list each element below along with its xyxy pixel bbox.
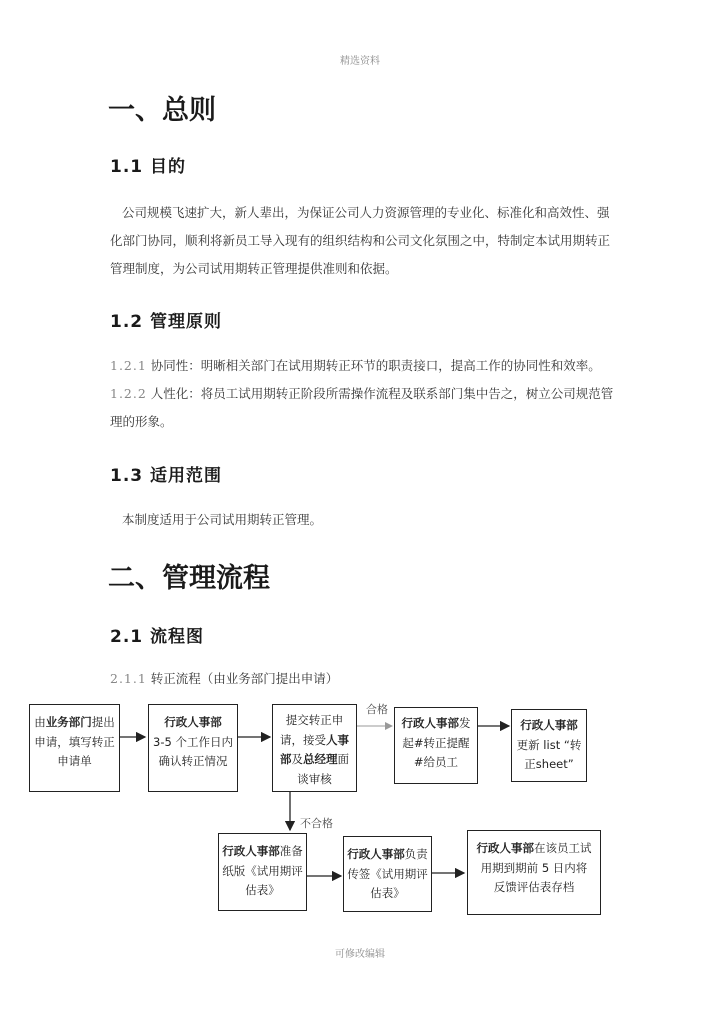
b3-bold1: 人事部	[280, 732, 349, 766]
b8-post: 在该员工试用期到期前 5 日内将反馈评估表存档	[480, 841, 592, 894]
b7-bold: 行政人事部	[347, 847, 405, 861]
b6-bold: 行政人事部	[222, 844, 280, 858]
b5-bold: 行政人事部	[520, 718, 578, 732]
principle-2-number: 1.2.2	[110, 386, 147, 401]
b2-post: 3-5 个工作日内确认转正情况	[153, 734, 233, 768]
b5-post: 更新 list “转正sheet”	[516, 737, 582, 771]
page-header: 精选资料	[340, 56, 380, 67]
flow-box-hr-update	[511, 709, 587, 782]
b7-post: 负责传签《试用期评估表》	[347, 847, 428, 900]
label-pass: 合格	[366, 703, 388, 716]
principle-2-text: 人性化：将员工试用期转正阶段所需操作流程及联系部门集中告之，树立公司规范管理的形象。	[110, 386, 614, 429]
flow-subtitle-text: 转正流程（由业务部门提出申请）	[150, 671, 339, 686]
b3-bold2: 总经理	[303, 752, 338, 766]
flow-box-hr-sign	[343, 836, 432, 912]
section-1-1-text: 公司规模飞速扩大，新人辈出，为保证公司人力资源管理的专业化、标准化和高效性、强化部门协同，顺利将新员工导入现有的组织结构和公司文化氛围之中，特制定本试用期转正管理制度，为公司试用期转正管理提供准则和依据。	[110, 205, 611, 276]
section-1-3-title: 1.3 适用范围	[110, 466, 223, 486]
flow-box-interview	[272, 704, 357, 792]
b3-pre: 提交转正申请，接受	[280, 713, 344, 747]
section-1-1-title: 1.1 目的	[110, 157, 187, 177]
section-1-title: 一、总则	[108, 95, 216, 126]
flow-subtitle-number: 2.1.1	[110, 671, 147, 686]
b3-mid: 及	[291, 752, 303, 766]
section-2-1-title: 2.1 流程图	[110, 627, 205, 647]
b4-bold: 行政人事部	[401, 716, 459, 730]
b4-post: 发起#转正提醒#给员工	[402, 716, 471, 769]
flow-box-hr-archive	[467, 830, 601, 915]
b1-pre: 由	[34, 715, 46, 729]
page-footer: 可修改编辑	[335, 949, 385, 960]
principle-1-number: 1.2.1	[110, 358, 147, 373]
b1-bold: 业务部门	[45, 715, 92, 729]
flow-box-hr-reminder	[394, 707, 478, 784]
b1-post: 提出申请，填写转正申请单	[34, 715, 115, 768]
b8-bold: 行政人事部	[476, 841, 534, 855]
flow-box-hr-confirm	[148, 704, 238, 792]
section-1-2-title: 1.2 管理原则	[110, 312, 223, 332]
b2-bold: 行政人事部	[164, 715, 222, 729]
b3-post: 面谈审核	[297, 752, 349, 786]
b6-post: 准备纸版《试用期评估表》	[222, 844, 303, 897]
principle-1-text: 协同性：明晰相关部门在试用期转正环节的职责接口，提高工作的协同性和效率。	[150, 358, 601, 373]
section-2-title: 二、管理流程	[108, 563, 270, 594]
section-1-3-text: 本制度适用于公司试用期转正管理。	[122, 512, 323, 527]
label-fail: 不合格	[300, 817, 333, 830]
flow-box-business-apply	[29, 704, 120, 792]
flow-box-hr-prepare	[218, 833, 307, 911]
